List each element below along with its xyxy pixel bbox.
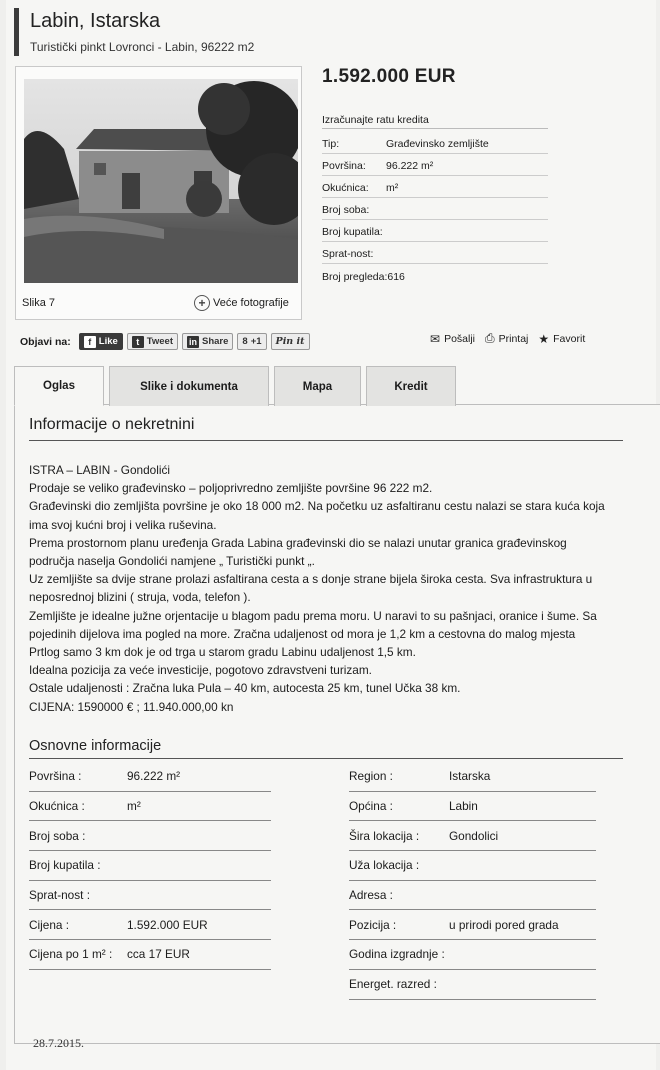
info-value: u prirodi pored grada [449, 917, 559, 932]
send-button[interactable] [430, 332, 475, 346]
detail-label: Okućnica: [322, 182, 369, 194]
detail-label: Sprat-nost: [322, 248, 374, 260]
detail-label: Površina: [322, 160, 366, 172]
info-value: Labin [449, 799, 478, 814]
share-bar [20, 333, 310, 350]
info-label: Cijena po 1 m² : [29, 947, 113, 962]
action-label: Printaj [498, 332, 529, 345]
share-button-label: Like [98, 336, 118, 347]
share-button-label: +1 [250, 336, 262, 347]
share-button-label: Tweet [146, 336, 173, 347]
print-button[interactable] [485, 331, 528, 346]
description-line: pojedinih dijelova ima pogled na more. Zračna udaljenost od mora je 1,2 km a cestovna do malog mjesta [29, 626, 576, 641]
property-description [29, 461, 629, 716]
envelope-icon: ✉ [430, 331, 441, 346]
tab-slike-i-dokumenta[interactable]: Slike i dokumenta [109, 366, 269, 406]
info-label: Energet. razred : [349, 977, 437, 992]
property-photo[interactable] [24, 79, 298, 283]
description-line: Prodaje se veliko građevinsko – poljoprivredno zemljište površine 96 222 m2. [29, 481, 433, 496]
title-accent-bar [14, 8, 19, 56]
action-label: Pošalji [444, 332, 475, 345]
tab-oglas[interactable]: Oglas [14, 366, 104, 406]
detail-row-broj-kupatila [322, 220, 548, 242]
details-list [322, 132, 548, 286]
photo-caption: Slika 7 [22, 297, 56, 309]
info-label: Broj soba : [29, 828, 86, 843]
description-line: Uz zemljište sa dvije strane prolazi asfaltirana cesta a s donje strane bijela široka cesta. Sva infrastruktura u [29, 572, 593, 587]
share-button-label: Share [202, 336, 229, 347]
twitter-icon: t [132, 336, 144, 348]
detail-row-broj-soba [322, 198, 548, 220]
info-label: Uža lokacija : [349, 858, 420, 873]
info-label: Površina : [29, 769, 82, 784]
info-value: Gondolici [449, 828, 499, 843]
google-plus-button[interactable] [237, 333, 266, 350]
info-label: Šira lokacija : [349, 828, 420, 843]
info-row [29, 910, 271, 940]
info-row [349, 792, 596, 822]
info-row [29, 821, 271, 851]
description-line: ISTRA – LABIN - Gondolići [29, 463, 170, 477]
google-plus-icon: 8 [242, 336, 248, 347]
info-label: Broj kupatila : [29, 858, 101, 873]
page-title: Labin, Istarska [30, 10, 161, 32]
linkedin-share-button[interactable] [182, 333, 233, 350]
info-label: Okućnica : [29, 799, 85, 814]
info-row [349, 970, 596, 1000]
info-row [349, 762, 596, 792]
info-label: Sprat-nost : [29, 888, 90, 903]
divider [29, 758, 623, 759]
detail-label: Tip: [322, 138, 340, 150]
tab-bar [14, 366, 456, 406]
info-value: cca 17 EUR [127, 947, 190, 962]
info-label: Adresa : [349, 888, 393, 903]
action-label: Favorit [553, 332, 586, 345]
facebook-like-button[interactable] [79, 333, 123, 350]
linkedin-icon: in [189, 336, 197, 347]
description-line: Zemljište je idealne južne orjentacije u blagom padu prema moru. U naravi to su pašnjaci, oranice i šume. Sa [29, 608, 597, 623]
share-button-label: Pin it [275, 336, 305, 347]
info-row [29, 940, 271, 970]
info-label: Pozicija : [349, 917, 397, 932]
tweet-button[interactable] [127, 333, 178, 350]
share-label: Objavi na: [20, 335, 71, 348]
detail-row-spratnost [322, 242, 548, 264]
info-row [29, 792, 271, 822]
description-line: CIJENA: 1590000 € ; 11.940.000,00 kn [29, 699, 234, 714]
tab-mapa[interactable]: Mapa [274, 366, 361, 406]
print-date: 28.7.2015. [33, 1036, 84, 1050]
info-value: m² [127, 799, 141, 814]
facebook-icon: f [84, 336, 96, 348]
detail-row-okucnica [322, 176, 548, 198]
listing-page [6, 0, 656, 1070]
divider [29, 440, 623, 441]
detail-label: Broj pregleda: [322, 271, 388, 283]
info-value: 96.222 m² [127, 769, 181, 784]
loan-calculator-link[interactable]: Izračunajte ratu kredita [322, 114, 548, 129]
info-row [349, 940, 596, 970]
printer-icon: ⎙ [485, 331, 495, 345]
basic-info-right-column [349, 762, 596, 1000]
basic-info-left-column [29, 762, 271, 970]
more-photos-link[interactable] [194, 295, 289, 311]
description-line: Prema prostornom planu uređenja Grada Labina građevinski dio se nalazi unutar granica građevinskog [29, 535, 567, 550]
info-row [349, 821, 596, 851]
description-line: neposrednoj blizini ( struja, voda, telefon ). [29, 590, 251, 605]
detail-row-tip [322, 132, 548, 154]
detail-value: Građevinsko zemljište [386, 138, 489, 150]
detail-value: 616 [387, 271, 405, 283]
pinterest-button[interactable] [271, 333, 310, 350]
house-photo-image [24, 79, 298, 283]
info-label: Region : [349, 769, 393, 784]
info-row [29, 851, 271, 881]
detail-value: 96.222 m² [386, 160, 434, 172]
price: 1.592.000 EUR [322, 66, 456, 87]
tab-kredit[interactable]: Kredit [366, 366, 456, 406]
listing-actions [430, 331, 585, 346]
page-subtitle: Turistički pinkt Lovronci - Labin, 96222 m2 [30, 40, 255, 54]
description-line: ima svoj kućni broj i velika ruševina. [29, 517, 217, 532]
info-label: Cijena : [29, 917, 69, 932]
info-row [29, 881, 271, 911]
zoom-plus-icon: + [194, 295, 210, 311]
description-line: Građevinski dio zemljišta površine je oko 18 000 m2. Na početku uz asfaltiranu cestu nalazi se stara kuća koja [29, 499, 605, 514]
description-line: područja naselja Gondolići namjene „ Turistički punkt „. [29, 554, 315, 569]
description-line: Ostale udaljenosti : Zračna luka Pula – 40 km, autocesta 25 km, tunel Učka 38 km. [29, 681, 461, 696]
description-line: Idealna pozicija za veće investicije, pogotovo zdravstveni turizam. [29, 663, 372, 678]
detail-label: Broj soba: [322, 204, 370, 216]
info-row [29, 762, 271, 792]
info-row [349, 910, 596, 940]
info-label: Općina : [349, 799, 393, 814]
favorite-button[interactable] [538, 332, 585, 346]
photo-gallery [15, 66, 302, 320]
description-line: Prtlog samo 3 km dok je od trga u starom gradu Labinu udaljenost 1,5 km. [29, 645, 416, 660]
info-label: Godina izgradnje : [349, 947, 445, 962]
star-icon: ★ [538, 331, 550, 346]
info-row [349, 881, 596, 911]
detail-label: Broj kupatila: [322, 226, 383, 238]
detail-row-povrsina [322, 154, 548, 176]
detail-row-broj-pregleda [322, 264, 548, 286]
info-value: Istarska [449, 769, 491, 784]
more-photos-label: Veće fotografije [213, 297, 289, 309]
detail-value: m² [386, 182, 399, 194]
info-row [349, 851, 596, 881]
basic-info-title: Osnovne informacije [29, 738, 162, 754]
info-value: 1.592.000 EUR [127, 917, 208, 932]
info-section-title: Informacije o nekretnini [29, 416, 195, 433]
